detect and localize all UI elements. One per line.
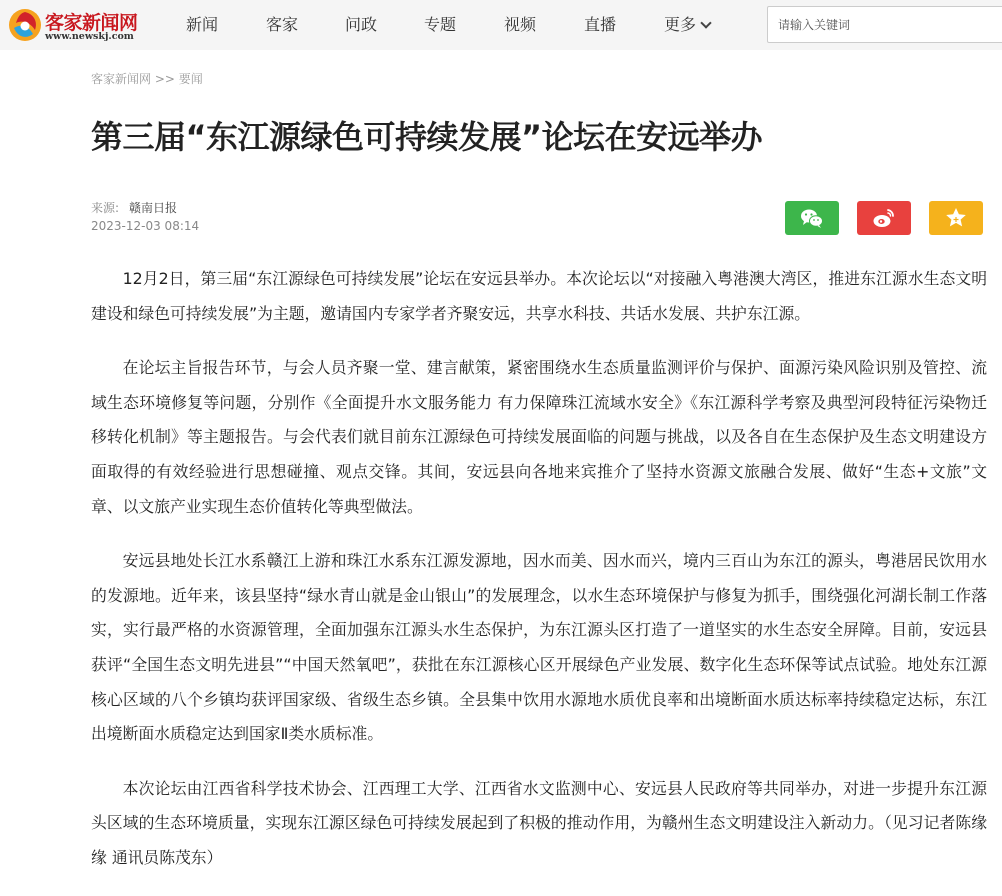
article-paragraph: 12月2日，第三届“东江源绿色可持续发展”论坛在安远县举办。本次论坛以“对接融入粤港澳大湾区，推进东江源水生态文明建设和绿色可持续发展”为主题，邀请国内专家学者齐聚安远，共享水科技、共话水发展、共护东江源。	[91, 269, 987, 323]
search-input[interactable]	[768, 7, 1002, 42]
source-name: 赣南日报	[129, 201, 178, 215]
favorite-star-icon	[929, 201, 983, 235]
more-label: 更多	[664, 15, 697, 34]
share-wechat-button[interactable]	[785, 201, 839, 235]
breadcrumb-section[interactable]: 要闻	[178, 72, 203, 86]
share-weibo-button[interactable]	[857, 201, 911, 235]
logo-mark-icon	[8, 8, 42, 42]
breadcrumb	[91, 70, 203, 87]
source-label: 来源:	[91, 201, 120, 215]
nav-item-special[interactable]: 专题	[424, 15, 457, 34]
search-box	[767, 6, 1002, 43]
article-paragraph: 安远县地处长江水系赣江上游和珠江水系东江源发源地，因水而美、因水而兴，境内三百山为东江的源头，粤港居民饮用水的发源地。近年来，该县坚持“绿水青山就是金山银山”的发展理念，以水生态环境保护与修复为抓手，围绕强化河湖长制工作落实，实行最严格的水资源管理，全面加强东江源头水生态保护，为东江源头区打造了一道坚实的水生态安全屏障。目前，安远县获评“全国生态文明先进县”“中国天然氧吧”，获批在东江源核心区开展绿色产业发展、数字化生态环保等试点试验。地处东江源核心区域的八个乡镇均获评国家级、省级生态乡镇。全县集中饮用水源地水质优良率和出境断面水质达标率持续稳定达标，东江出境断面水质稳定达到国家Ⅱ类水质标准。	[91, 551, 987, 744]
logo-url: www.newskj.com	[45, 31, 134, 42]
publish-datetime: 2023-12-03 08:14	[91, 219, 200, 233]
site-logo[interactable]	[8, 6, 138, 44]
favorite-button[interactable]	[929, 201, 983, 235]
chevron-down-icon	[700, 17, 711, 28]
nav-item-inquiry[interactable]: 问政	[345, 15, 378, 34]
article-paragraph: 在论坛主旨报告环节，与会人员齐聚一堂、建言献策，紧密围绕水生态质量监测评价与保护、面源污染风险识别及管控、流域生态环境修复等问题，分别作《全面提升水文服务能力 有力保障珠江流域水安全》《东江源科学考察及典型河段特征污染物迁移转化机制》等主题报告。与会代表们就目前东江源绿色可持续发展面临的问题与挑战，以及各自在生态保护及生态文明建设方面取得的有效经验进行思想碰撞、观点交锋。其间，安远县向各地来宾推介了坚持水资源文旅融合发展、做好“生态+文旅”文章、以文旅产业实现生态价值转化等典型做法。	[91, 358, 987, 516]
breadcrumb-home[interactable]: 客家新闻网	[91, 72, 152, 86]
article-meta	[91, 199, 199, 235]
weibo-icon	[857, 201, 911, 235]
top-navigation-bar	[0, 0, 1002, 50]
nav-item-live[interactable]: 直播	[584, 15, 617, 34]
article-paragraph: 本次论坛由江西省科学技术协会、江西理工大学、江西省水文监测中心、安远县人民政府等共同举办，对进一步提升东江源头区域的生态环境质量，实现东江源区绿色可持续发展起到了积极的推动作用，为赣州生态文明建设注入新动力。（见习记者陈缘缘 通讯员陈茂东）	[91, 778, 987, 867]
nav-item-hakka[interactable]: 客家	[266, 15, 299, 34]
article-title: 第三届“东江源绿色可持续发展”论坛在安远举办	[91, 118, 763, 156]
nav-item-news[interactable]: 新闻	[186, 15, 219, 34]
breadcrumb-separator: >>	[154, 72, 175, 86]
logo-name: 客家新闻网	[45, 12, 138, 34]
wechat-icon	[785, 201, 839, 235]
nav-item-video[interactable]: 视频	[504, 15, 537, 34]
article-body	[91, 262, 987, 896]
nav-item-more[interactable]	[664, 0, 710, 50]
